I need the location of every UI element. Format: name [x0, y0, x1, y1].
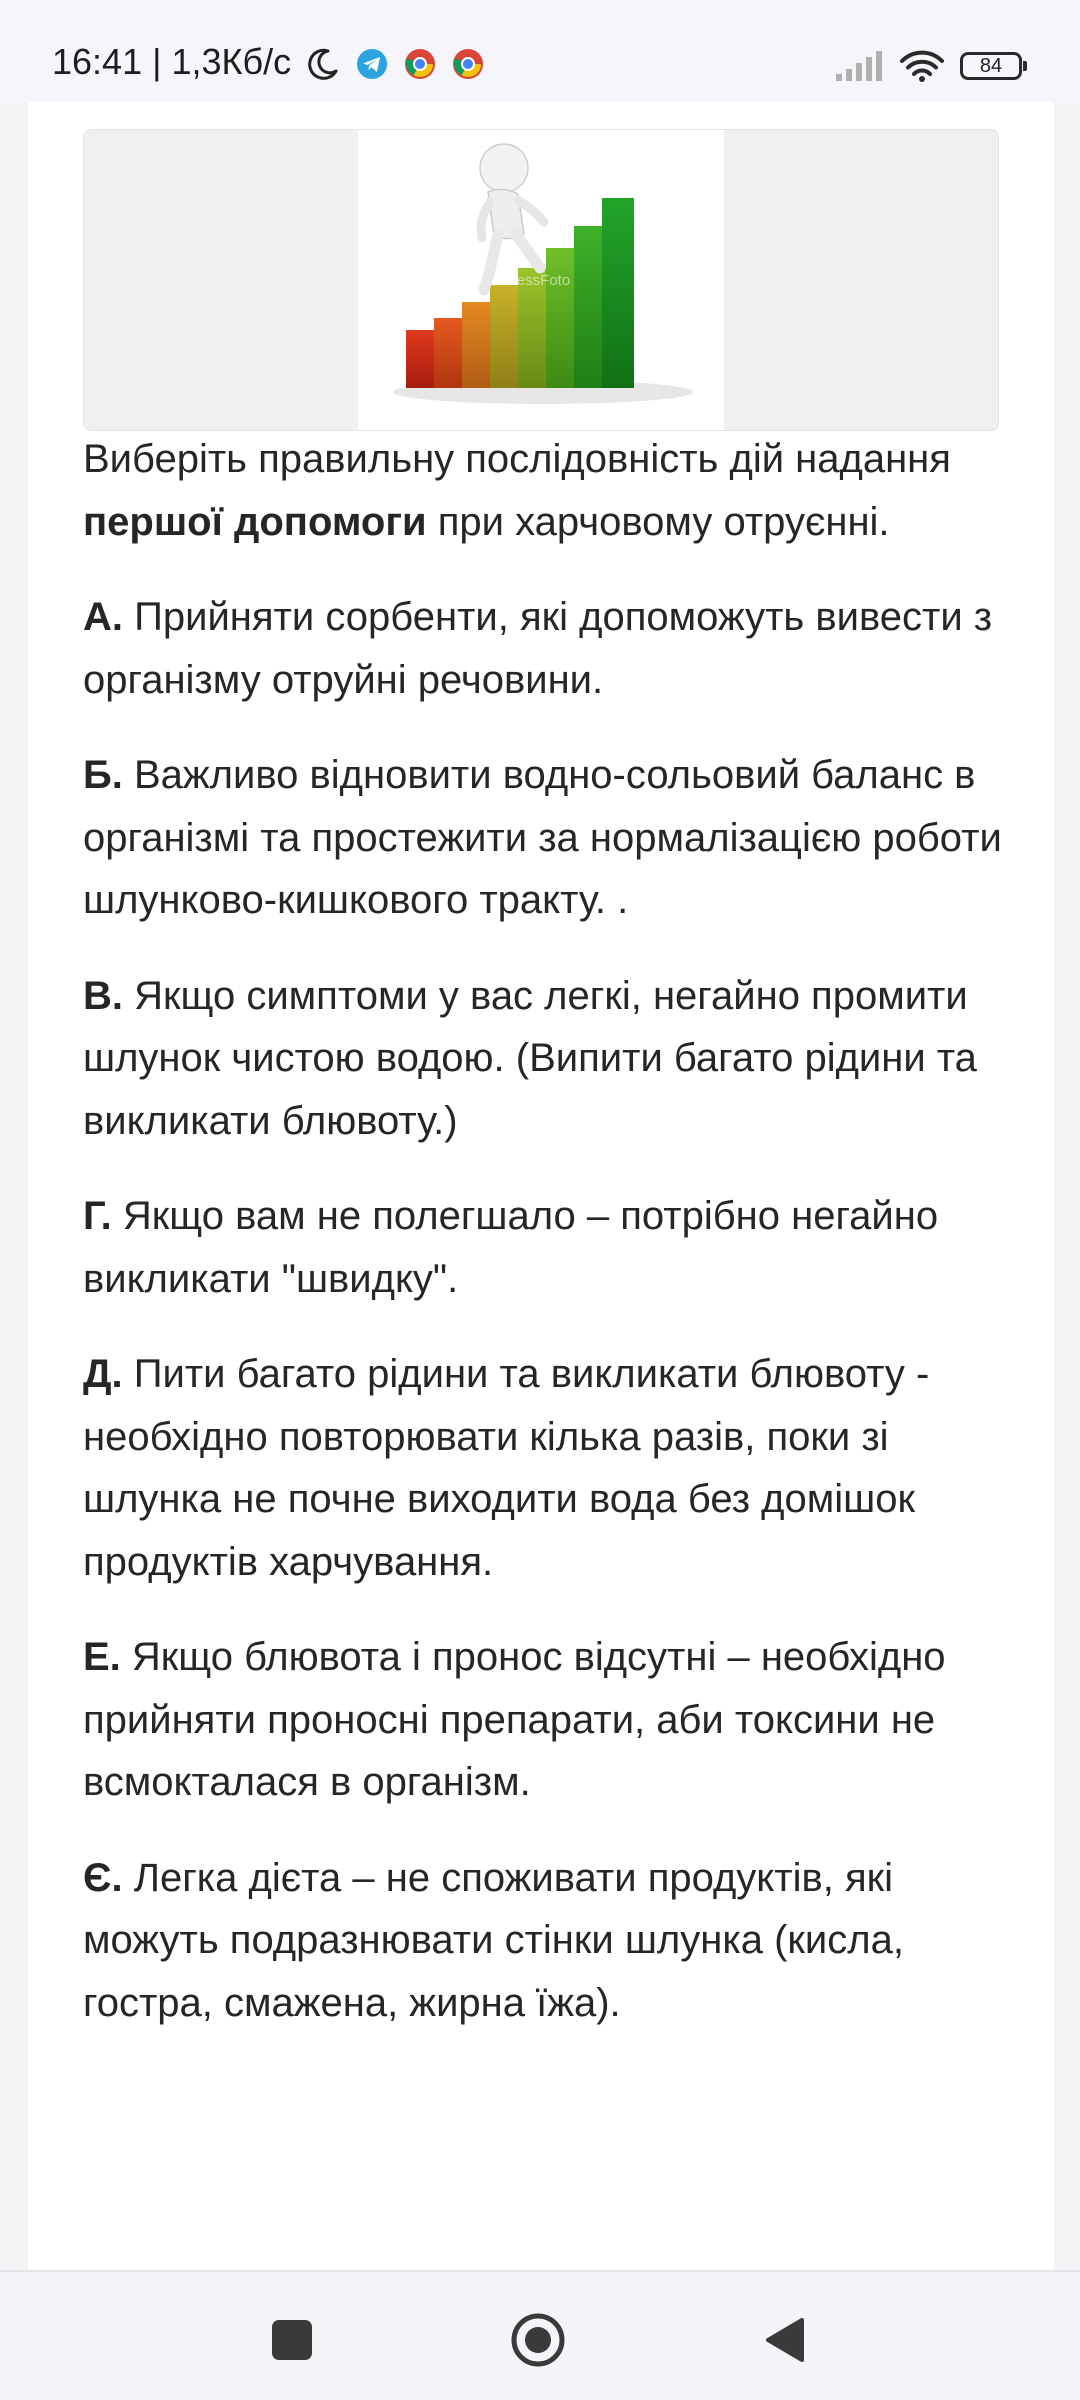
system-icons [834, 46, 1022, 86]
option-letter: А. [83, 595, 123, 639]
chrome-icon [404, 48, 436, 80]
option-item [83, 586, 1013, 711]
signal-icon [834, 50, 884, 82]
option-item [83, 744, 1013, 932]
growth-chart-illustration [358, 130, 724, 430]
option-item [83, 965, 1013, 1153]
recents-button[interactable] [264, 2312, 320, 2368]
option-text: Якщо блювота і пронос відсутні – необхідно прийняти проносні препарати, аби токсини не всмокталася в організм. [83, 1635, 946, 1804]
option-text: Якщо симптоми у вас легкі, негайно промити шлунок чистою водою. (Випити багато рідини та викликати блювоту.) [83, 973, 977, 1143]
moon-icon [306, 47, 340, 81]
option-text: Пити багато рідини та викликати блювоту - необхідно повторювати кілька разів, поки зі шлунка не почне виходити вода без домішок продуктів харчування. [83, 1352, 930, 1584]
circle-icon [510, 2312, 566, 2368]
option-letter: Е. [83, 1635, 121, 1679]
option-item [83, 1343, 1013, 1593]
question-content [83, 428, 1013, 2067]
question-image [83, 129, 999, 431]
option-letter: Д. [83, 1352, 123, 1396]
notification-icons [306, 44, 484, 84]
home-button[interactable] [510, 2312, 566, 2368]
question-suffix: при харчовому отруєнні. [426, 499, 890, 544]
wifi-icon [900, 49, 944, 83]
option-letter: Г. [83, 1194, 112, 1238]
chrome-icon [452, 48, 484, 80]
battery-icon [960, 52, 1022, 80]
back-button[interactable] [756, 2312, 812, 2368]
square-icon [270, 2318, 314, 2362]
option-letter: В. [83, 973, 123, 1018]
content-card [28, 102, 1054, 2270]
status-time: 16:41 | 1,3Кб/с [52, 41, 292, 82]
option-text: Легка дієта – не споживати продуктів, які можуть подразнювати стінки шлунка (кисла, гостра, смажена, жирна їжа). [83, 1855, 904, 2025]
navigation-bar [0, 2270, 1080, 2400]
option-text: Якщо вам не полегшало – потрібно негайно викликати "швидку". [83, 1194, 939, 1301]
option-item [83, 1847, 1013, 2035]
question-text [83, 428, 1013, 553]
question-prefix: Виберіть правильну послідовність дій надання [83, 437, 951, 481]
image-watermark: PressFoto [501, 272, 571, 289]
growth-stairs-picture [358, 130, 724, 430]
option-letter: Є. [83, 1855, 123, 1900]
telegram-icon [356, 48, 388, 80]
question-bold: першої допомоги [83, 499, 427, 544]
option-item [83, 1185, 1013, 1310]
option-letter: Б. [83, 753, 123, 797]
triangle-back-icon [762, 2316, 806, 2364]
option-item [83, 1626, 1013, 1814]
option-text: Прийняти сорбенти, які допоможуть вивести з організму отруйні речовини. [83, 595, 993, 702]
status-bar [0, 0, 1080, 102]
battery-level: 84 [979, 55, 1003, 77]
option-text: Важливо відновити водно-сольовий баланс в організмі та простежити за нормалізацією роботи шлунково-кишкового тракту. . [83, 753, 1002, 922]
